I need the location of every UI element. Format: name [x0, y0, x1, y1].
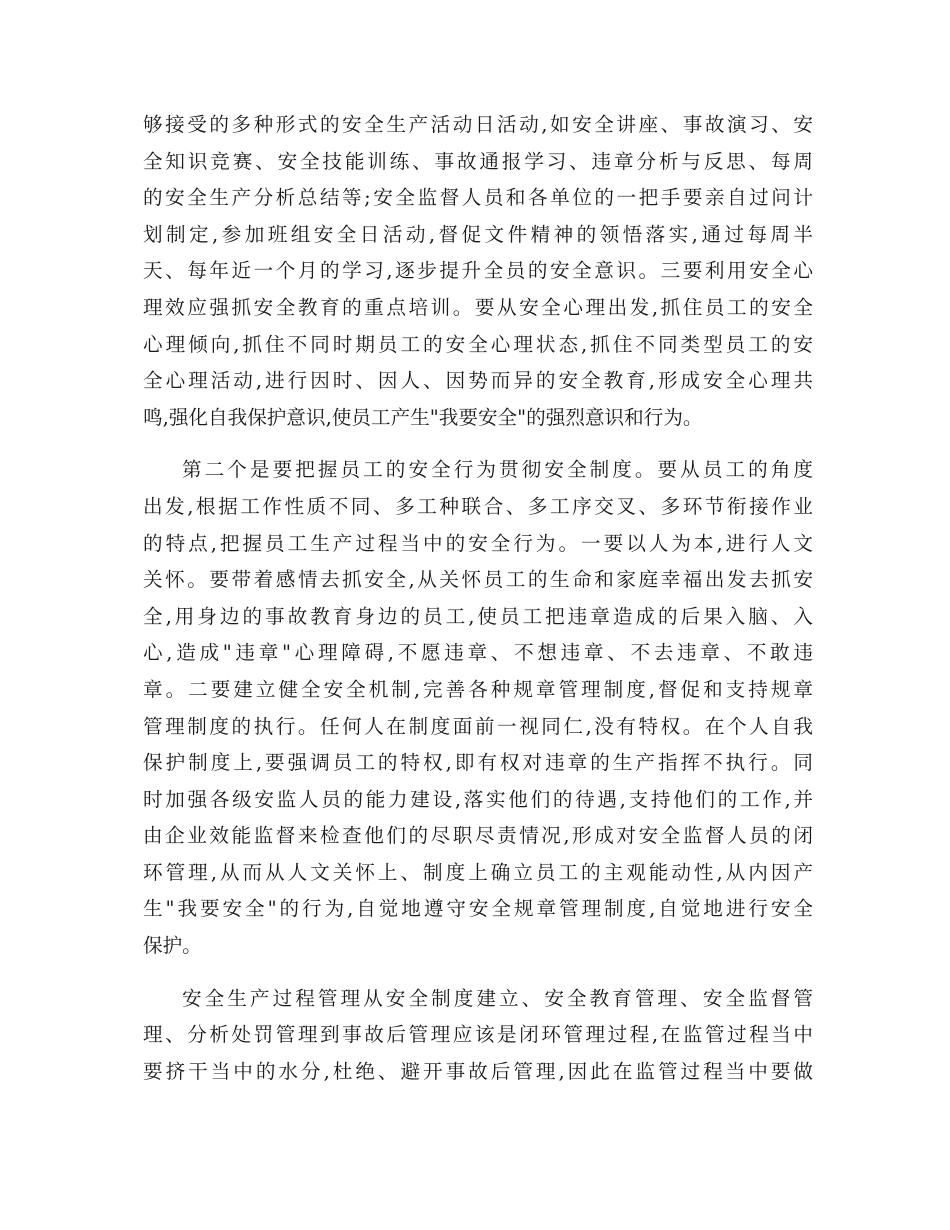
text-line: 的安全生产分析总结等;安全监督人员和各单位的一把手要亲自过问计 [143, 186, 813, 210]
text-line: 够接受的多种形式的安全生产活动日活动,如安全讲座、事故演习、安 [143, 113, 813, 136]
text-line: 的特点,把握员工生产过程当中的安全行为。一要以人为本,进行人文 [143, 531, 813, 555]
text-line: 安全生产过程管理从安全制度建立、安全教育管理、安全监督管 [182, 986, 813, 1010]
text-line: 心,造成"违章"心理障碍,不愿违章、不想违章、不去违章、不敢违 [143, 641, 813, 665]
text-line: 环管理,从而从人文关怀上、制度上确立员工的主观能动性,从内因产 [143, 860, 813, 884]
paragraph-3 [143, 981, 813, 1091]
text-line: 全,用身边的事故教育身边的员工,使员工把违章造成的后果入脑、入 [143, 604, 813, 628]
text-line: 全心理活动,进行因时、因人、因势而异的安全教育,形成安全心理共 [143, 369, 813, 393]
text-line: 心理倾向,抓住不同时期员工的安全心理状态,抓住不同类型员工的安 [143, 332, 813, 356]
text-line: 保护。 [143, 934, 202, 958]
text-line: 生"我要安全"的行为,自觉地遵守安全规章管理制度,自觉地进行安全 [143, 897, 813, 921]
text-line: 理、分析处罚管理到事故后管理应该是闭环管理过程,在监管过程当中 [143, 1023, 813, 1047]
document-body [143, 107, 813, 1090]
text-line: 要挤干当中的水分,杜绝、避开事故后管理,因此在监管过程当中要做 [143, 1059, 813, 1083]
text-line: 第二个是要把握员工的安全行为贯彻安全制度。要从员工的角度 [182, 458, 813, 482]
paragraph-1 [143, 107, 813, 436]
text-line: 全知识竞赛、安全技能训练、事故通报学习、违章分析与反思、每周 [143, 149, 813, 173]
text-line: 天、每年近一个月的学习,逐步提升全员的安全意识。三要利用安全心 [143, 259, 813, 283]
text-line: 鸣,强化自我保护意识,使员工产生"我要安全"的强烈意识和行为。 [143, 405, 703, 429]
text-line: 保护制度上,要强调员工的特权,即有权对违章的生产指挥不执行。同 [143, 751, 813, 775]
text-line: 管理制度的执行。任何人在制度面前一视同仁,没有特权。在个人自我 [143, 714, 813, 738]
text-line: 理效应强抓安全教育的重点培训。要从安全心理出发,抓住员工的安全 [143, 295, 813, 319]
text-line: 关怀。要带着感情去抓安全,从关怀员工的生命和家庭幸福出发去抓安 [143, 568, 813, 592]
text-line: 出发,根据工作性质不同、多工种联合、多工序交叉、多环节衔接作业 [143, 494, 813, 518]
text-line: 由企业效能监督来检查他们的尽职尽责情况,形成对安全监督人员的闭 [143, 824, 813, 848]
paragraph-2 [143, 452, 813, 964]
text-line: 时加强各级安监人员的能力建设,落实他们的待遇,支持他们的工作,并 [143, 787, 813, 811]
text-line: 划制定,参加班组安全日活动,督促文件精神的领悟落实,通过每周半 [143, 222, 813, 246]
text-line: 章。二要建立健全安全机制,完善各种规章管理制度,督促和支持规章 [143, 677, 813, 701]
